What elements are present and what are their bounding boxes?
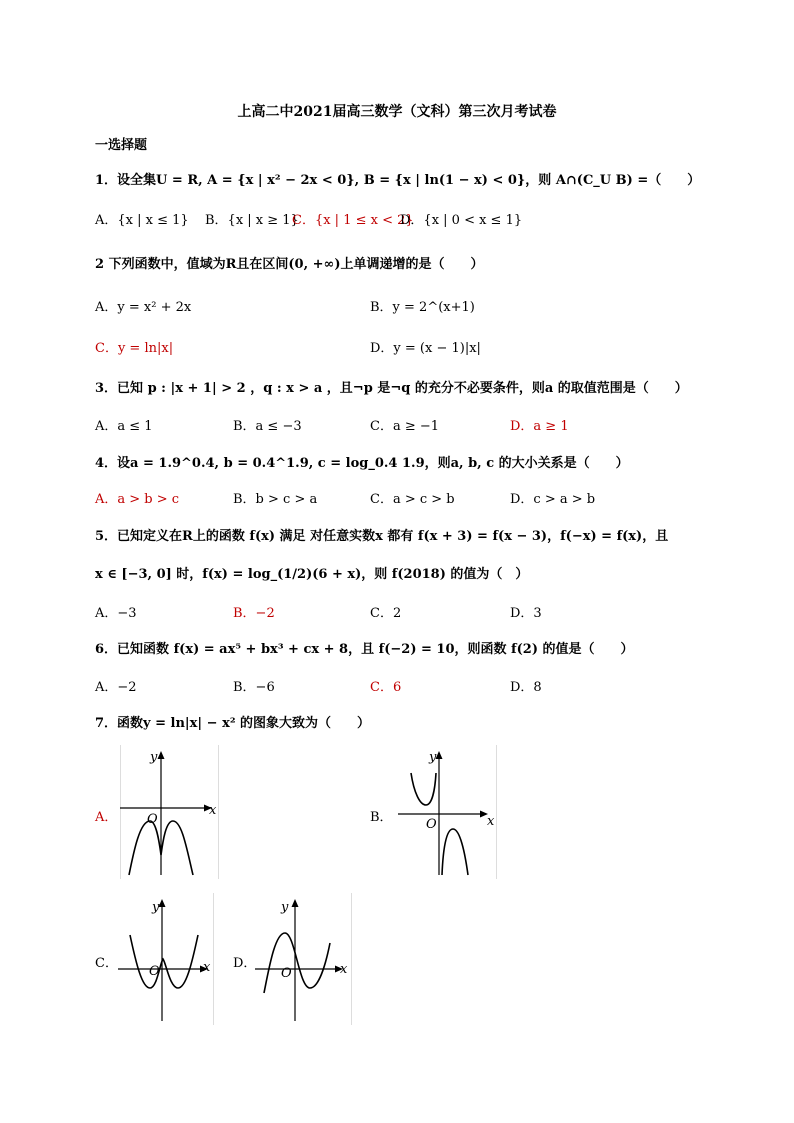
y-axis-arrow [292, 899, 299, 907]
q4-option-d: D．c > a > b [510, 492, 596, 507]
curve [130, 935, 198, 988]
q2-option-c: C．y = ln|x| [95, 341, 174, 356]
curve-right [442, 829, 468, 875]
q5-stem-line1: 5．已知定义在R上的函数 f(x) 满足 对任意实数x 都有 f(x + 3) = f(x − 3)，f(−x) = f(x)，且 [95, 529, 669, 544]
q6-option-a: A．−2 [95, 680, 137, 695]
q7-graph-b [398, 745, 498, 879]
q7-option-c-label: C． [95, 956, 118, 971]
origin-label: O [147, 812, 158, 827]
q3-option-d: D．a ≥ 1 [510, 419, 569, 434]
q1-option-c: C．{x | 1 ≤ x < 2} [292, 213, 414, 228]
q3-option-c: C．a ≥ −1 [370, 419, 440, 434]
q6-stem: 6．已知函数 f(x) = ax⁵ + bx³ + cx + 8，且 f(−2) = 10，则函数 f(2) 的值是（ ） [95, 642, 634, 657]
q5-option-a: A．−3 [95, 606, 137, 621]
q6-option-b: B．−6 [233, 680, 275, 695]
q5-option-c: C．2 [370, 606, 402, 621]
q1-option-b: B．{x | x ≥ 1} [205, 213, 299, 228]
y-axis-arrow [159, 899, 166, 907]
q7-option-b-label: B． [370, 810, 393, 825]
y-axis-arrow [158, 751, 165, 759]
q3-stem: 3．已知 p : |x + 1| > 2 ，q : x > a ，且¬p 是¬q 的充分不必要条件，则a 的取值范围是（ ） [95, 381, 688, 396]
curve [264, 933, 330, 993]
q1-stem: 1．设全集U = R, A = {x | x² − 2x < 0}, B = {x | ln(1 − x) < 0}，则 A∩(C_U B) =（ ） [95, 173, 701, 188]
y-axis-label: y [152, 900, 160, 915]
section-heading: 一选择题 [95, 138, 148, 153]
q7-stem: 7．函数y = ln|x| − x² 的图象大致为（ ） [95, 716, 371, 731]
page-title: 上高二中2021届高三数学（文科）第三次月考试卷 [237, 104, 557, 120]
y-axis-arrow [436, 751, 443, 759]
q2-stem: 2 下列函数中，值域为R且在区间(0, +∞)上单调递增的是（ ） [95, 257, 484, 272]
x-axis-label: x [340, 962, 348, 977]
q5-stem-line2: x ∈ [−3, 0] 时，f(x) = log_(1/2)(6 + x)，则 f(2018) 的值为（ ） [95, 567, 529, 582]
q2-option-a: A．y = x² + 2x [95, 300, 192, 315]
q2-option-b: B．y = 2^(x+1) [370, 300, 475, 315]
q4-option-a: A．a > b > c [95, 492, 180, 507]
q5-option-d: D．3 [510, 606, 542, 621]
q3-option-a: A．a ≤ 1 [95, 419, 153, 434]
x-axis-label: x [209, 803, 217, 818]
q1-option-d: D．{x | 0 < x ≤ 1} [400, 213, 523, 228]
q4-option-c: C．a > c > b [370, 492, 455, 507]
y-axis-label: y [150, 750, 158, 765]
q7-option-d-label: D． [233, 956, 257, 971]
q7-graph-d [255, 893, 355, 1025]
q6-option-d: D．8 [510, 680, 542, 695]
y-axis-label: y [281, 900, 289, 915]
curve-left [411, 773, 436, 805]
q5-option-b: B．−2 [233, 606, 275, 621]
origin-label: O [149, 964, 160, 979]
q2-option-d: D．y = (x − 1)|x| [370, 341, 481, 356]
x-axis-label: x [487, 814, 495, 829]
origin-label: O [281, 966, 292, 981]
q7-option-a-label: A． [95, 810, 118, 825]
q4-stem: 4．设a = 1.9^0.4, b = 0.4^1.9, c = log_0.4 1.9，则a, b, c 的大小关系是（ ） [95, 456, 629, 471]
q6-option-c: C．6 [370, 680, 402, 695]
q1-option-a: A．{x | x ≤ 1} [95, 213, 189, 228]
q4-option-b: B．b > c > a [233, 492, 318, 507]
q7-graph-c [118, 893, 216, 1025]
y-axis-label: y [429, 750, 437, 765]
x-axis-label: x [203, 960, 211, 975]
q3-option-b: B．a ≤ −3 [233, 419, 302, 434]
origin-label: O [426, 817, 437, 832]
q7-graph-a [120, 745, 220, 879]
